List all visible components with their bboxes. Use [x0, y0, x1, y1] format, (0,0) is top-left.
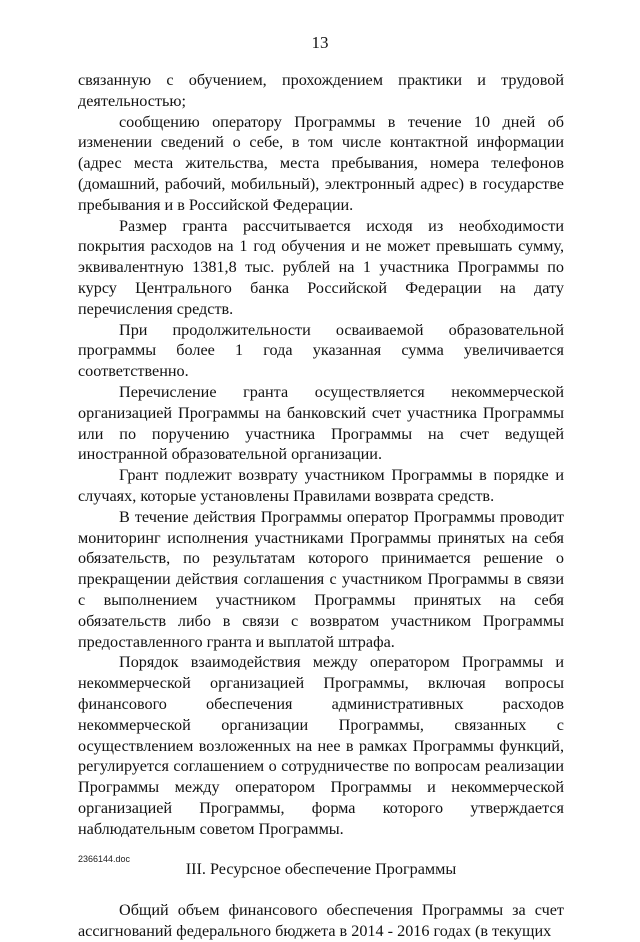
page-number: 13 — [311, 33, 329, 52]
paragraph-grant-return: Грант подлежит возврату участником Программы в порядке и случаях, которые установлены Правилами возврата средств. — [78, 466, 564, 505]
paragraph-funding: Общий объем финансового обеспечения Программы за счет ассигнований федерального бюджета в 2014 - 2016 годах (в текущих — [78, 901, 564, 941]
footer-file-code: 2366144.doc — [78, 854, 131, 864]
paragraph-continuation: связанную с обучением, прохождением практики и трудовой деятельностью; — [78, 71, 564, 110]
paragraph-program-duration: При продолжительности осваиваемой образовательной программы более 1 года указанная сумма увеличивается соответственно. — [78, 320, 564, 381]
paragraph-grant-amount: Размер гранта рассчитывается исходя из необходимости покрытия расходов на 1 год обучения и не может превышать сумму, эквивалентную 1381,8 тыс. рублей на 1 участника Программы по курсу Центрального банка Российской Федерации на дату перечисления средств. — [78, 216, 564, 318]
paragraph-cooperation: Порядок взаимодействия между оператором Программы и некоммерческой организацией Программы, включая вопросы финансового обеспечения административных расходов некоммерческой организации Программы, связанных с осуществлением возложенных на нее в рамках Программы функций, регулируется соглашением о сотрудничестве по вопросам реализации Программы между оператором Программы и некоммерческой организацией Программы, форма которого утверждается наблюдательным советом Программы. — [78, 653, 564, 838]
section-heading: III. Ресурсное обеспечение Программы — [185, 860, 457, 879]
paragraph-grant-transfer: Перечисление гранта осуществляется некоммерческой организацией Программы на банковский счет участника Программы или по поручению участника Программы на счет ведущей иностранной образовательной организации. — [78, 382, 564, 464]
document-body — [78, 70, 564, 942]
paragraph-monitoring: В течение действия Программы оператор Программы проводит мониторинг исполнения участниками Программы принятых на себя обязательств, по результатам которого принимается решение о прекращении действия соглашения с участником Программы в связи с выполнением участником Программы принятых на себя обязательств либо в связи с возвратом участником Программы предоставленного гранта и выплатой штрафа. — [78, 507, 564, 651]
paragraph-notification-duty: сообщению оператору Программы в течение 10 дней об изменении сведений о себе, в том числе контактной информации (адрес места жительства, места пребывания, номера телефонов (домашний, рабочий, мобильный), электронный адрес) в государстве пребывания и в Российской Федерации. — [78, 112, 564, 214]
